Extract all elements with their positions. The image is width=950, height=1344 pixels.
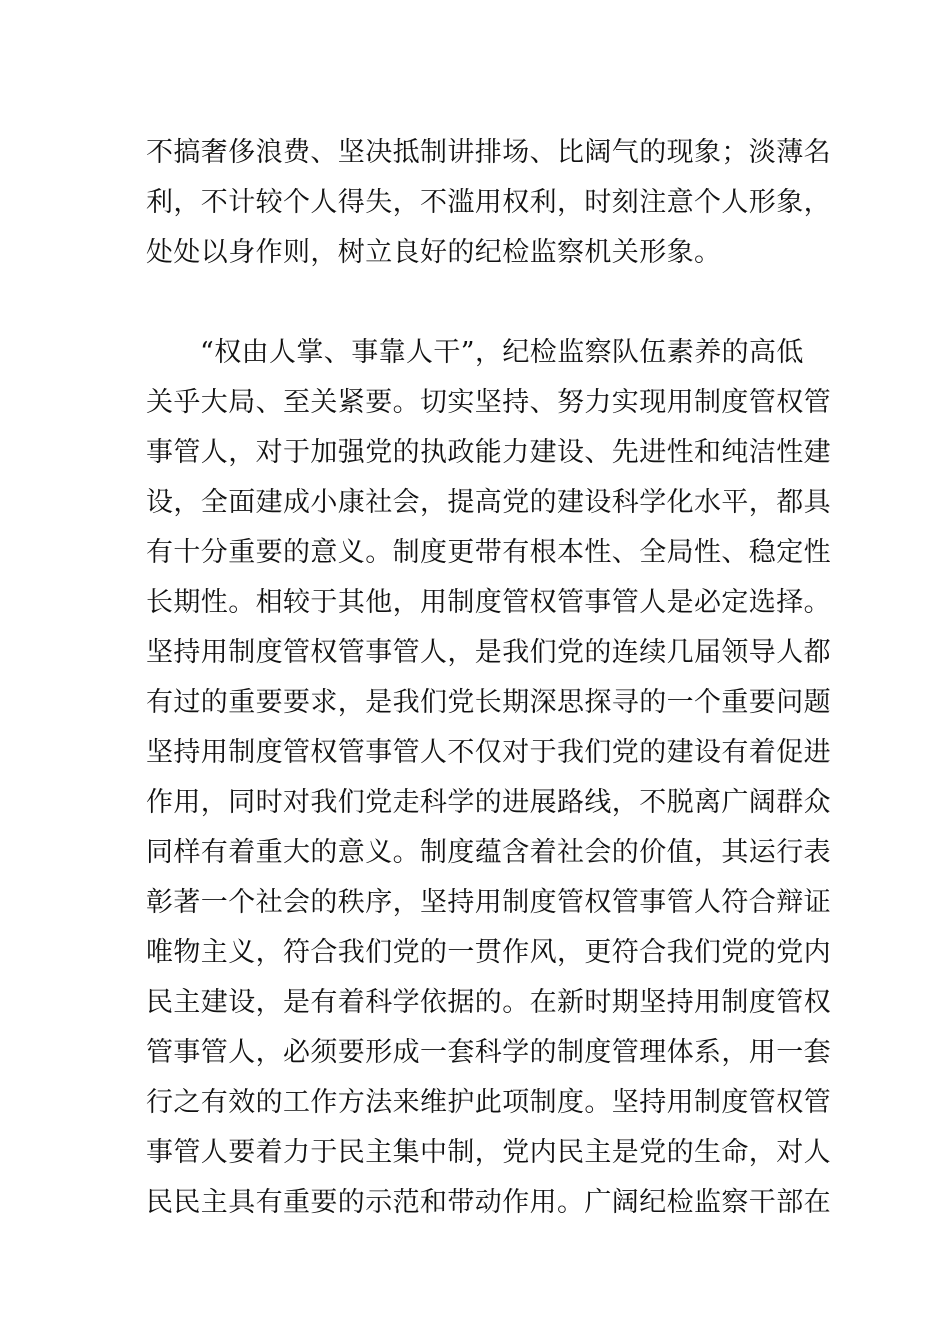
text-line: 有过的重要要求，是我们党长期深思探寻的一个重要问题 [146,687,831,718]
text-line: 关乎大局、至关紧要。切实坚持、努力实现用制度管权管 [146,387,831,418]
text-line: 民民主具有重要的示范和带动作用。广阔纪检监察干部在 [146,1187,831,1218]
text-line: 管事管人，必须要形成一套科学的制度管理体系，用一套 [146,1037,831,1068]
text-line: 作用，同时对我们党走科学的进展路线，不脱离广阔群众 [146,787,831,818]
text-line: 同样有着重大的意义。制度蕴含着社会的价值，其运行表 [146,837,831,868]
text-line: 事管人，对于加强党的执政能力建设、先进性和纯洁性建 [146,437,831,468]
text-line: 设，全面建成小康社会，提高党的建设科学化水平，都具 [146,487,831,518]
text-line: 长期性。相较于其他，用制度管权管事管人是必定选择。 [146,587,831,618]
text-line: 彰著一个社会的秩序，坚持用制度管权管事管人符合辩证 [146,887,831,918]
text-line: 不搞奢侈浪费、坚决抵制讲排场、比阔气的现象；淡薄名 [146,137,831,168]
text-line: 利，不计较个人得失，不滥用权利，时刻注意个人形象， [146,187,831,218]
text-line: 有十分重要的意义。制度更带有根本性、全局性、稳定性 [146,537,831,568]
text-line: 事管人要着力于民主集中制，党内民主是党的生命，对人 [146,1137,831,1168]
text-line: 唯物主义，符合我们党的一贯作风，更符合我们党的党内 [146,937,831,968]
text-line: 坚持用制度管权管事管人，是我们党的连续几届领导人都 [146,637,831,668]
text-line: “权由人掌、事靠人干”，纪检监察队伍素养的高低 [200,337,804,368]
text-line: 民主建设，是有着科学依据的。在新时期坚持用制度管权 [146,987,831,1018]
text-line: 行之有效的工作方法来维护此项制度。坚持用制度管权管 [146,1087,831,1118]
text-line: 坚持用制度管权管事管人不仅对于我们党的建设有着促进 [146,737,831,768]
text-line: 处处以身作则，树立良好的纪检监察机关形象。 [146,237,722,268]
